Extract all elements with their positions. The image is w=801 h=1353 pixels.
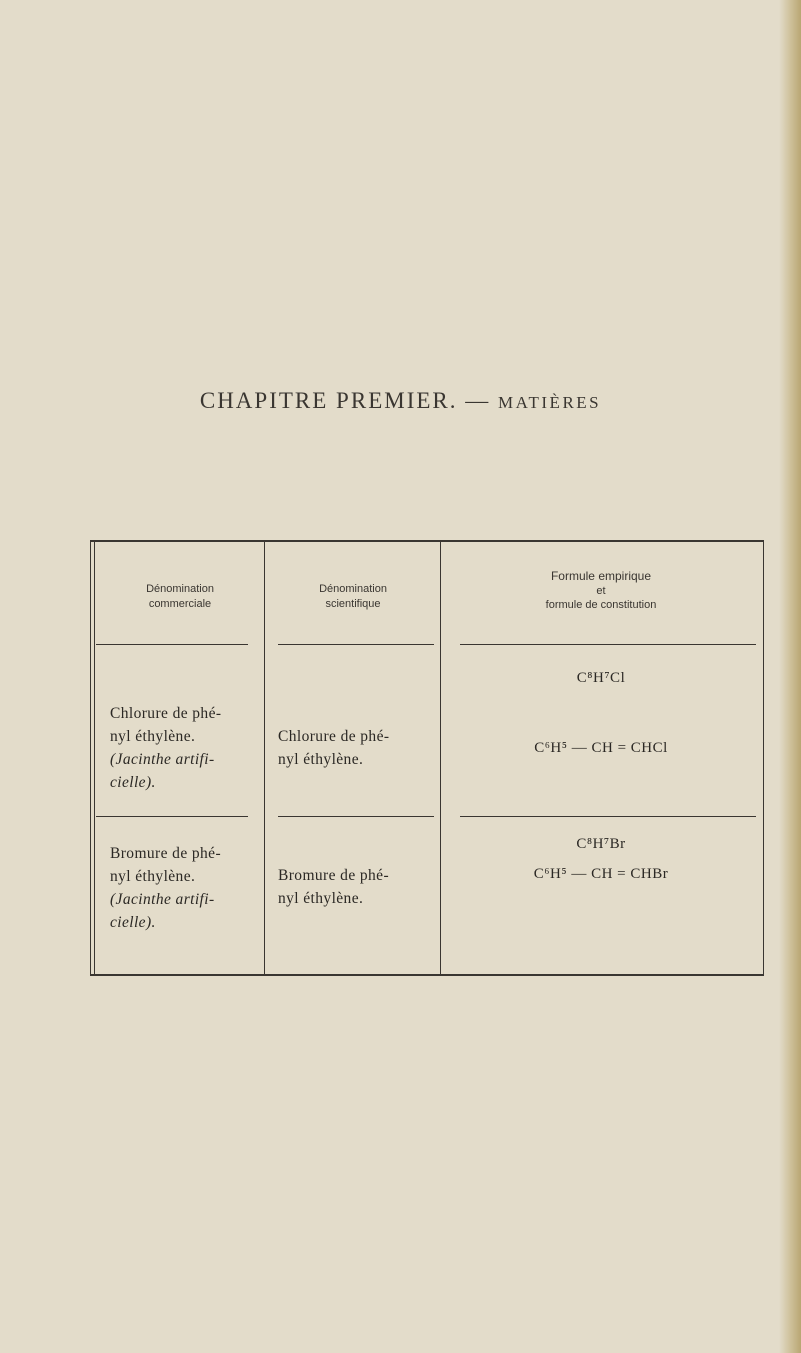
- table-border-right: [763, 542, 764, 974]
- row1-formule-empirique: C⁸H⁷Cl: [576, 670, 626, 686]
- row-divider-1-col3: [460, 816, 756, 817]
- row-divider-header-col1: [96, 644, 248, 645]
- row1-commerciale-line3: (Jacinthe artifi-: [110, 751, 215, 768]
- row1-formule-constitution: C⁶H⁵ — CH = CHCl: [534, 740, 668, 756]
- row1-scientifique-line2: nyl éthylène.: [278, 751, 364, 768]
- data-table: [90, 540, 764, 976]
- row-divider-header-col2: [278, 644, 434, 645]
- row1-scientifique-line1: Chlorure de phé-: [278, 728, 390, 745]
- header-scientifique-line1: Dénomination: [319, 583, 387, 595]
- header-commerciale-line2: commerciale: [148, 598, 212, 610]
- header-scientifique-line2: scientifique: [325, 598, 381, 610]
- header-scientifique: [268, 582, 438, 612]
- row2-formule-constitution: C⁶H⁵ — CH = CHBr: [533, 866, 669, 882]
- row1-commerciale-line1: Chlorure de phé-: [110, 705, 222, 722]
- row1-commerciale-line4: cielle).: [110, 774, 156, 791]
- heading-dash: —: [457, 388, 498, 413]
- heading-section: MATIÈRES: [498, 393, 602, 412]
- column-divider-2: [440, 542, 441, 974]
- row-divider-header-col3: [460, 644, 756, 645]
- table-border-left: [90, 542, 91, 974]
- row2-commerciale-line2: nyl éthylène.: [110, 868, 196, 885]
- row2-commerciale: [110, 842, 262, 934]
- row1-scientifique: [278, 725, 438, 771]
- row2-formule-empirique: C⁸H⁷Br: [576, 836, 626, 852]
- row1-commerciale-line2: nyl éthylène.: [110, 728, 196, 745]
- row1-commerciale: [110, 702, 262, 794]
- row2-commerciale-line4: cielle).: [110, 914, 156, 931]
- heading-chapter: CHAPITRE PREMIER.: [199, 388, 458, 413]
- column-divider-1: [264, 542, 265, 974]
- header-formule-line2: et: [596, 585, 606, 597]
- row2-commerciale-line3: (Jacinthe artifi-: [110, 891, 215, 908]
- row2-scientifique-line1: Bromure de phé-: [278, 867, 390, 884]
- row2-commerciale-line1: Bromure de phé-: [110, 845, 222, 862]
- page-edge-shadow: [779, 0, 801, 1353]
- header-commerciale-line1: Dénomination: [146, 583, 214, 595]
- row2-scientifique: [278, 864, 438, 910]
- table-border-left-inner: [94, 542, 95, 974]
- page-heading: [0, 388, 801, 414]
- header-formule-line1: Formule empirique: [550, 569, 652, 583]
- header-formule-line3: formule de constitution: [545, 599, 657, 611]
- header-commerciale: [98, 582, 262, 612]
- row2-scientifique-line2: nyl éthylène.: [278, 890, 364, 907]
- header-formule: [442, 568, 760, 612]
- row-divider-1-col2: [278, 816, 434, 817]
- row-divider-1-col1: [96, 816, 248, 817]
